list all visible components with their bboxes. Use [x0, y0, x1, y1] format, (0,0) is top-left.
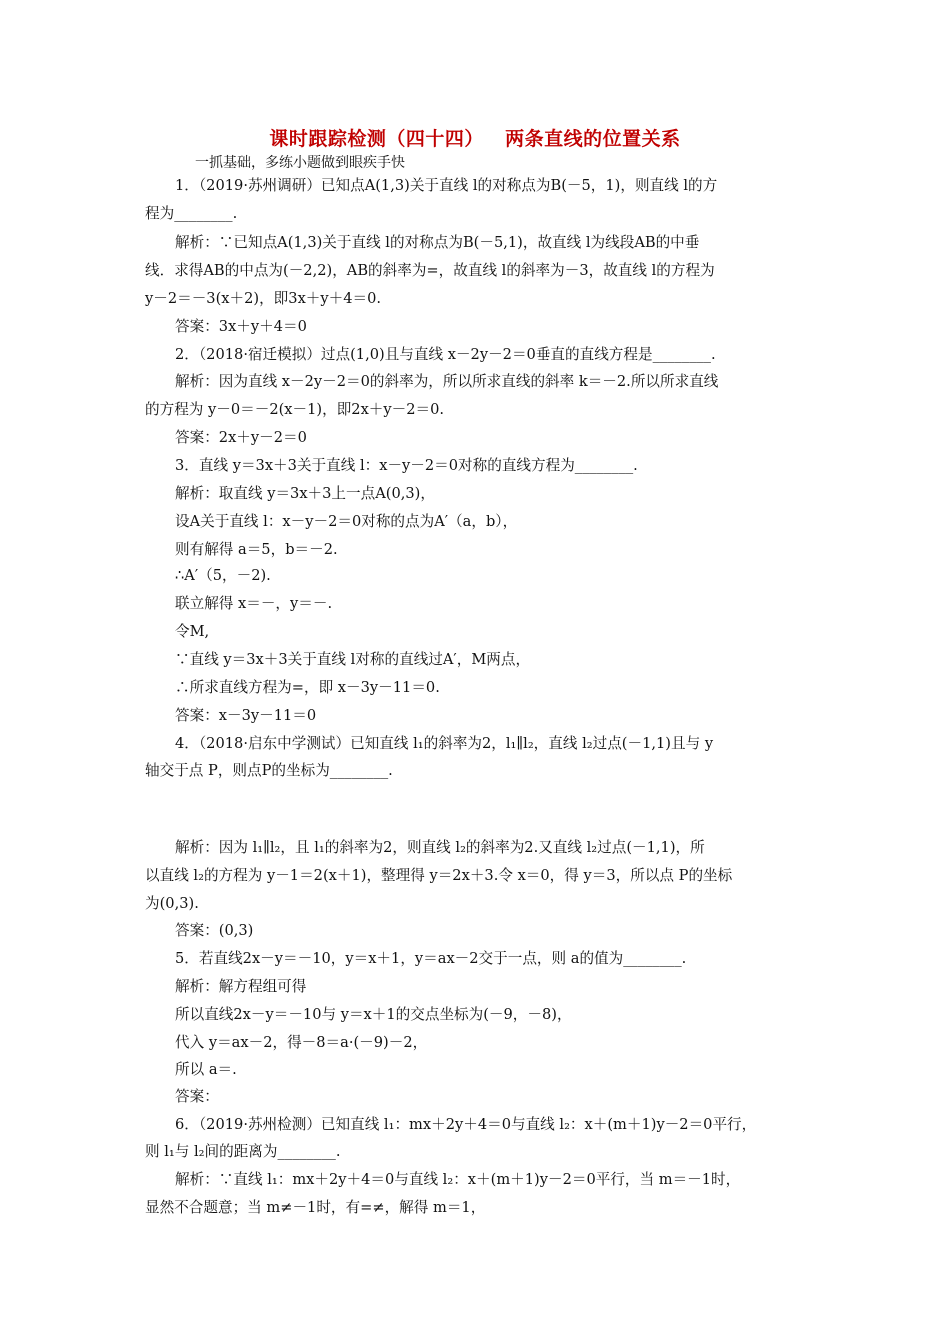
text-line: 轴交于点 P，则点P的坐标为________.	[145, 762, 393, 779]
text-line: 代入 y＝ax－2，得－8＝a·(－9)－2，	[175, 1034, 428, 1051]
page-title: 课时跟踪检测（四十四） 两条直线的位置关系	[269, 128, 681, 150]
text-line: 则 l₁与 l₂间的距离为________.	[145, 1143, 341, 1160]
text-line: 令M,	[175, 623, 210, 640]
text-line: 联立解得 x＝－，y＝－.	[175, 595, 333, 612]
text-line: 答案：	[175, 1088, 219, 1105]
text-line: 答案：(0,3)	[175, 922, 254, 939]
text-line: 答案：3x＋y＋4＝0	[175, 318, 307, 335]
text-line: ∵直线 y＝3x＋3关于直线 l对称的直线过A′，M两点，	[175, 651, 531, 668]
text-line: y－2＝－3(x＋2)，即3x＋y＋4＝0.	[145, 290, 382, 307]
text-line: 解析：取直线 y＝3x＋3上一点A(0,3)，	[175, 485, 435, 502]
text-line: ∴A′（5，－2).	[175, 567, 271, 584]
text-line: 解析：解方程组可得	[175, 978, 307, 995]
text-line: 2．（2018·宿迁模拟）过点(1,0)且与直线 x－2y－2＝0垂直的直线方程是________.	[175, 346, 716, 363]
text-line: 答案：2x＋y－2＝0	[175, 429, 307, 446]
text-line: 答案：x－3y－11＝0	[175, 707, 317, 724]
text-line: 解析：因为 l₁∥l₂，且 l₁的斜率为2，则直线 l₂的斜率为2.又直线 l₂过点(－1,1)，所	[175, 839, 705, 856]
text-line: 的方程为 y－0＝－2(x－1)，即2x＋y－2＝0.	[145, 401, 445, 418]
text-line: 以直线 l₂的方程为 y－1＝2(x＋1)，整理得 y＝2x＋3.令 x＝0，得 y＝3，所以点 P的坐标	[145, 867, 733, 884]
text-line: ∴所求直线方程为=，即 x－3y－11＝0.	[175, 679, 440, 696]
text-line: 3．直线 y＝3x＋3关于直线 l：x－y－2＝0对称的直线方程为________.	[175, 457, 638, 474]
text-line: 1．（2019·苏州调研）已知点A(1,3)关于直线 l的对称点为B(－5，1)，则直线 l的方	[175, 177, 718, 194]
text-line: 6．（2019·苏州检测）已知直线 l₁：mx＋2y＋4＝0与直线 l₂：x＋(m＋1)y－2＝0平行，	[175, 1116, 757, 1133]
text-line: 4．（2018·启东中学测试）已知直线 l₁的斜率为2，l₁∥l₂，直线 l₂过点(－1,1)且与 y	[175, 735, 714, 752]
text-line: 所以 a＝.	[175, 1061, 237, 1078]
text-line: 所以直线2x－y＝－10与 y＝x＋1的交点坐标为(－9，－8)，	[175, 1006, 572, 1023]
text-line: 则有解得 a＝5，b＝－2.	[175, 541, 338, 558]
text-line: 解析：∵已知点A(1,3)关于直线 l的对称点为B(－5,1)，故直线 l为线段AB的中垂	[175, 234, 700, 251]
text-line: 5．若直线2x－y＝－10，y＝x＋1，y＝ax－2交于一点，则 a的值为________.	[175, 950, 687, 967]
text-line: 为(0,3).	[145, 895, 199, 912]
subtitle: 一抓基础，多练小题做到眼疾手快	[195, 155, 405, 171]
text-line: 程为________.	[145, 205, 238, 222]
text-line: 解析：因为直线 x－2y－2＝0的斜率为，所以所求直线的斜率 k＝－2.所以所求直线	[175, 373, 719, 390]
text-line: 线．求得AB的中点为(－2,2)，AB的斜率为=，故直线 l的斜率为－3，故直线 l的方程为	[145, 262, 715, 279]
text-line: 设A关于直线 l：x－y－2＝0对称的点为A′（a，b），	[175, 513, 518, 530]
text-line: 解析：∵直线 l₁：mx＋2y＋4＝0与直线 l₂：x＋(m＋1)y－2＝0平行，当 m＝－1时，	[175, 1171, 741, 1188]
text-line: 显然不合题意；当 m≠－1时，有=≠，解得 m＝1，	[145, 1199, 486, 1216]
